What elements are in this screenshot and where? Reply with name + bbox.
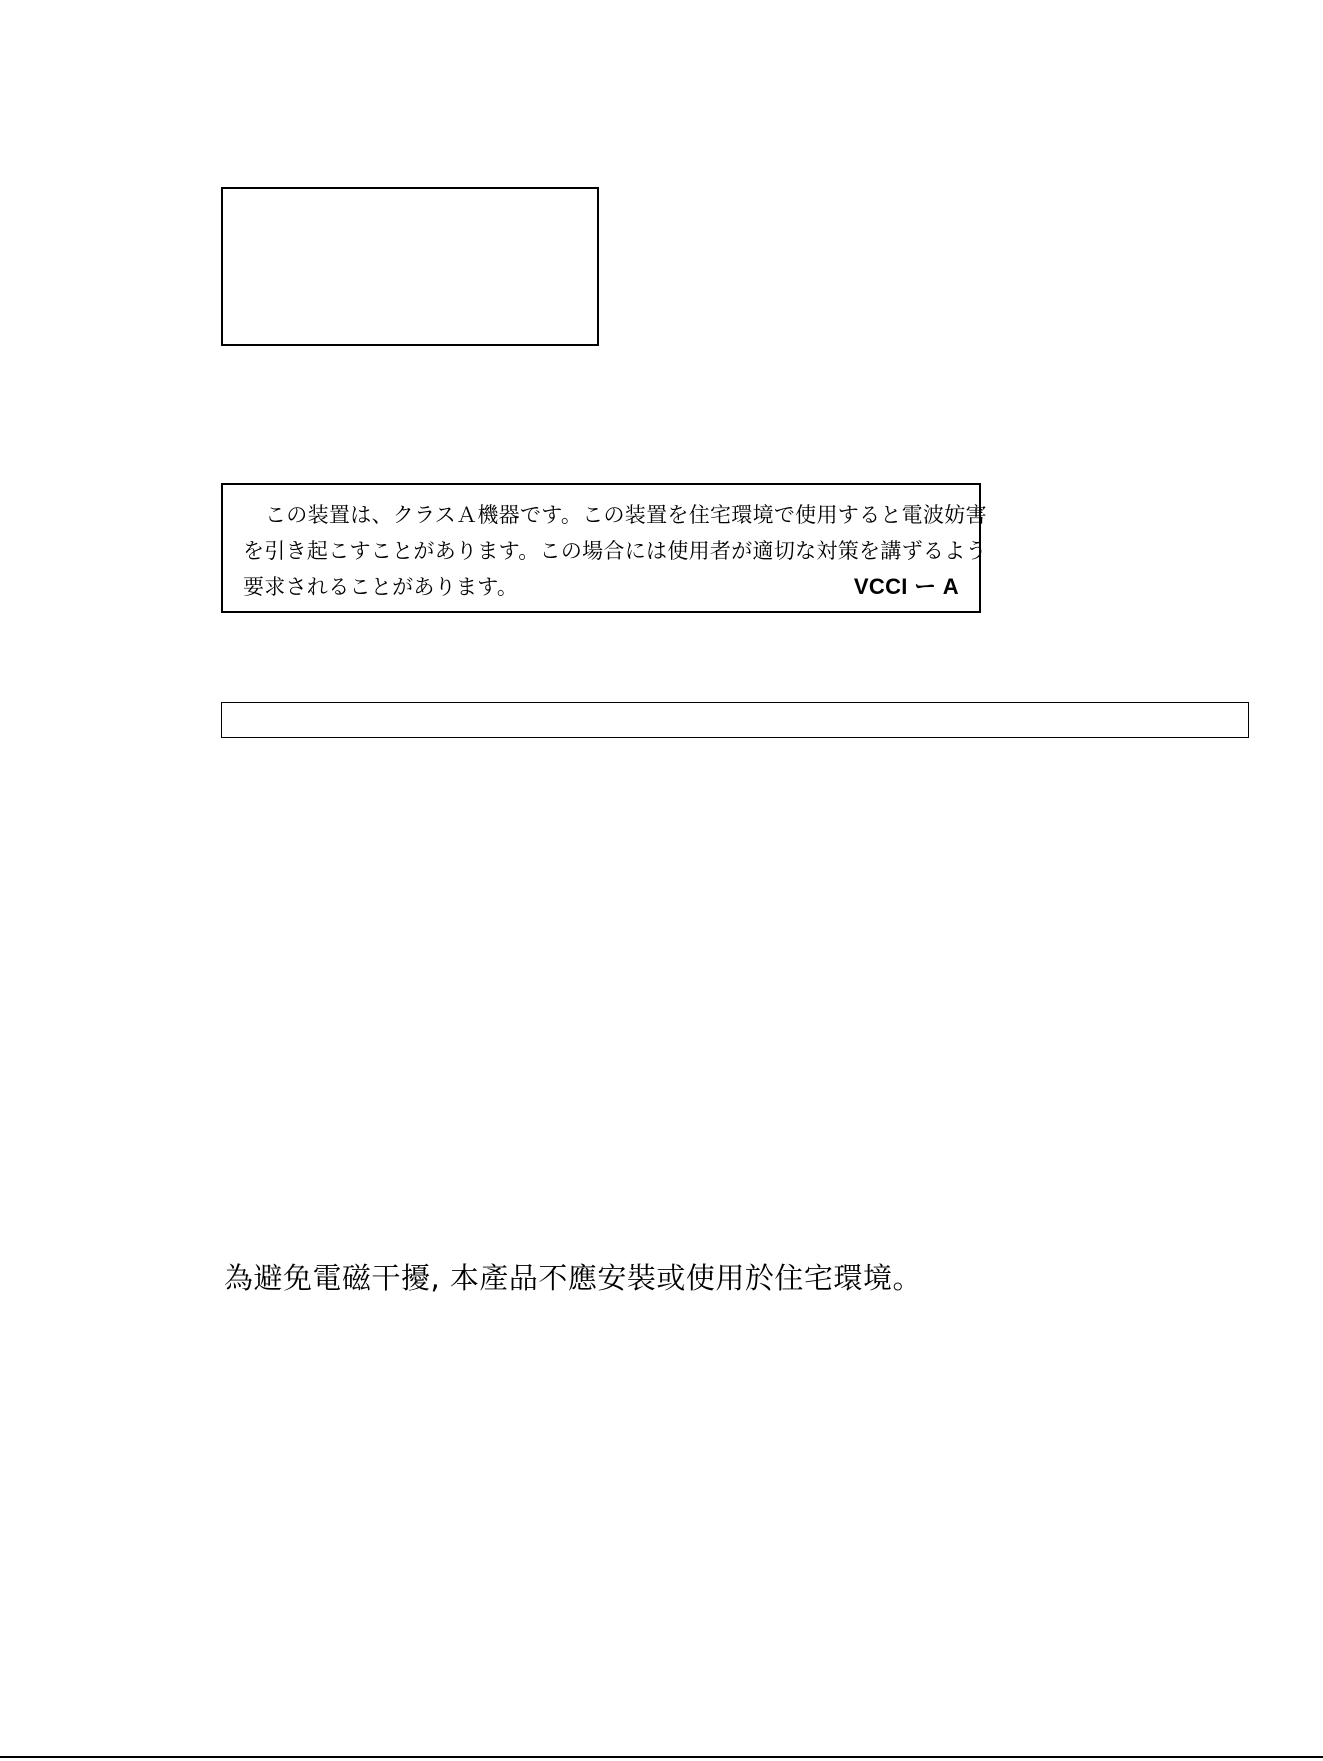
vcci-notice-line-3: 要求されることがあります。 [243, 575, 519, 599]
vcci-notice-line-2: を引き起こすことがあります。この場合には使用者が適切な対策を講ずるよう [243, 539, 987, 563]
empty-wide-box [221, 702, 1249, 738]
vcci-notice-line-3-row [243, 569, 959, 605]
vcci-notice-box [221, 483, 987, 613]
empty-label-box [221, 187, 599, 346]
vcci-class-mark: VCCI ー A [853, 574, 959, 599]
vcci-notice-line-1: この装置は、クラスＡ機器です。この装置を住宅環境で使用すると電波妨害 [265, 503, 987, 527]
bottom-divider [0, 1756, 1323, 1758]
taiwan-emi-notice: 為避免電磁干擾, 本產品不應安裝或使用於住宅環境。 [224, 1261, 922, 1295]
